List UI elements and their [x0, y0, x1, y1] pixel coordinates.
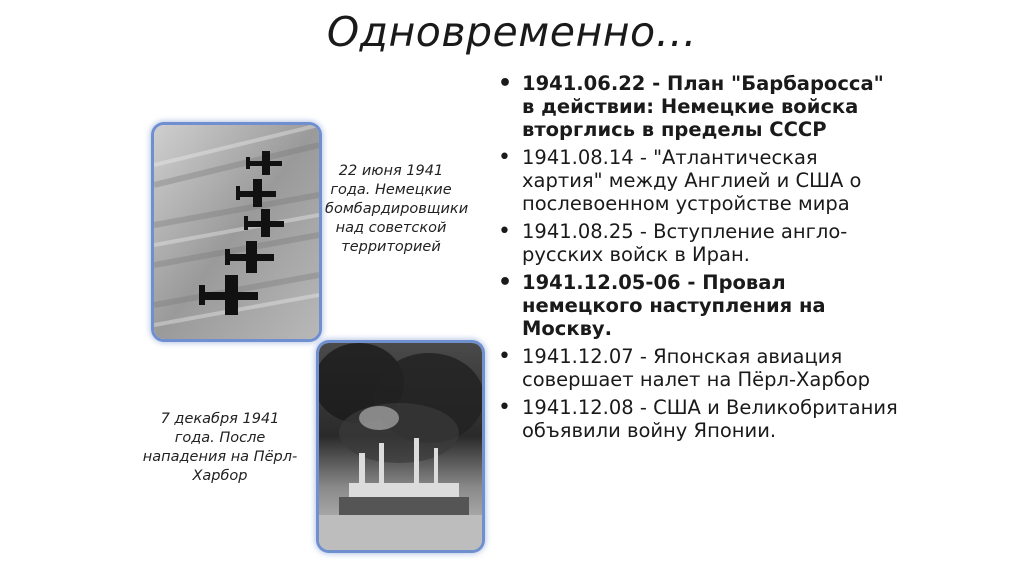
list-item: • 1941.08.14 - "Атлантическая хартия" между Англией и США о послевоенном устройстве мира — [498, 146, 898, 215]
bombers-photo — [154, 125, 319, 339]
list-item: • 1941.08.25 - Вступление англо-русских войск в Иран. — [498, 220, 898, 266]
list-item: • 1941.06.22 - План "Барбаросса" в действии: Немецкие войска вторглись в пределы СССР — [498, 72, 898, 141]
list-item: • 1941.12.08 - США и Великобритания объявили войну Японии. — [498, 396, 898, 442]
list-item: • 1941.12.05-06 - Провал немецкого наступления на Москву. — [498, 271, 898, 340]
events-list — [498, 72, 898, 447]
slide-title: Одновременно… — [326, 8, 698, 56]
list-item: • 1941.12.07 - Японская авиация совершает налет на Пёрл-Харбор — [498, 345, 898, 391]
bombers-photo-caption: 22 июня 1941 года. Немецкие бомбардировщики над советской территорией — [325, 163, 469, 255]
pearl-harbor-photo-caption: 7 декабря 1941 года. После нападения на Пёрл-Харбор — [142, 411, 298, 484]
pearl-harbor-photo — [319, 343, 482, 550]
